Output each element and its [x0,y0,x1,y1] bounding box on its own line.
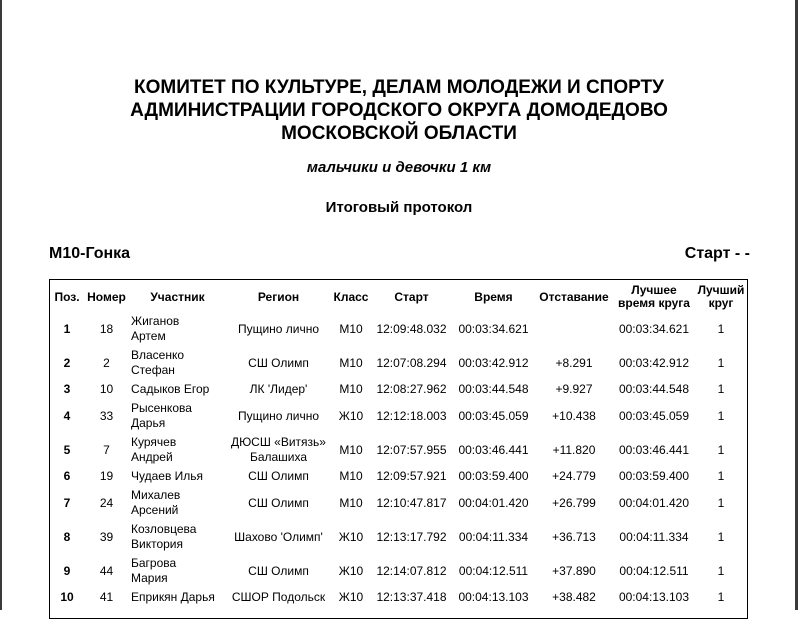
cell-position [50,467,84,486]
cell-best-lap-number-text: 1 [717,529,725,544]
cell-time [452,399,535,433]
cell-start-text: 12:10:47.817 [376,495,447,510]
cell-best-lap-number [695,380,747,399]
cell-best-lap-number-text: 1 [717,442,725,457]
cell-time [452,554,535,588]
cell-start-text: 12:13:37.418 [376,590,447,604]
cell-class-text: М10 [339,442,363,457]
cell-number-text: 18 [99,321,114,336]
cell-start [371,554,452,588]
results-table-frame [49,279,748,619]
cell-start-text: 12:09:48.032 [376,321,447,336]
cell-time-text: 00:03:45.059 [458,408,529,423]
cell-class-text: М10 [339,382,363,396]
cell-best-lap-number [695,346,747,380]
cell-position [50,346,84,380]
cell-best-lap [613,520,695,554]
cell-participant-text: Садыков Егор [131,382,210,396]
cell-class-text: М10 [339,469,363,483]
cell-start [371,588,452,607]
cell-participant [129,380,226,399]
cell-best-lap [613,433,695,467]
cell-region [226,520,331,554]
cell-participant-text: Михалев [131,488,181,502]
cell-best-lap [613,554,695,588]
cell-start [371,467,452,486]
header-best-lap-line-1: Лучшее [631,283,677,297]
cell-best-lap [613,312,695,346]
cell-number [84,588,129,607]
cell-region [226,346,331,380]
cell-time [452,312,535,346]
table-row [50,520,747,554]
cell-position-text: 2 [63,355,71,370]
cell-number-text: 19 [99,469,114,483]
org-title-line-1: КОМИТЕТ ПО КУЛЬТУРЕ, ДЕЛАМ МОЛОДЕЖИ И СПОРТУ [134,77,664,98]
cell-best-lap-number-text: 1 [717,408,725,423]
cell-time [452,486,535,520]
cell-participant [129,399,226,433]
cell-best-lap-text: 00:03:42.912 [618,355,690,370]
cell-position [50,486,84,520]
cell-best-lap-number [695,467,747,486]
cell-class [331,588,371,607]
cell-gap [535,399,613,433]
cell-time-text: 00:03:34.621 [458,321,529,336]
cell-participant-text: Арсений [131,503,179,517]
cell-time-text: 00:03:59.400 [458,469,529,483]
cell-best-lap-number [695,312,747,346]
cell-best-lap-number-text: 1 [717,355,725,370]
cell-start-text: 12:14:07.812 [376,563,447,578]
cell-time-text: 00:04:01.420 [458,495,529,510]
cell-best-lap-text: 00:03:59.400 [618,469,690,483]
cell-best-lap-number-text: 1 [717,382,725,396]
table-row [50,312,747,346]
cell-position [50,399,84,433]
cell-number [84,554,129,588]
cell-best-lap-text: 00:04:12.511 [619,563,689,578]
org-title-line-3: МОСКОВСКОЙ ОБЛАСТИ [281,123,517,144]
cell-time-text: 00:04:11.334 [458,529,529,544]
cell-start [371,433,452,467]
cell-gap [535,380,613,399]
cell-class [331,346,371,380]
cell-class [331,486,371,520]
cell-best-lap-number-text: 1 [717,590,725,604]
cell-gap [535,346,613,380]
header-best-lap-number-line-2: круг [708,296,734,310]
cell-position-text: 10 [60,590,74,604]
cell-number-text: 41 [99,590,114,604]
cell-region [226,486,331,520]
cell-best-lap-text: 00:03:34.621 [618,321,690,336]
cell-class [331,312,371,346]
cell-region-text: Балашиха [249,450,308,464]
cell-start [371,486,452,520]
cell-best-lap [613,399,695,433]
cell-gap [535,312,613,346]
cell-number-text: 10 [99,382,114,396]
table-row [50,433,747,467]
cell-participant-text: Виктория [131,537,184,551]
cell-class-text: Ж10 [338,408,364,423]
cell-region-text: СШ Олимп [248,469,309,483]
cell-time [452,520,535,554]
cell-number-text: 33 [99,408,114,423]
cell-class-text: Ж10 [338,529,364,544]
header-best-lap-line-2: время круга [618,296,690,310]
cell-participant [129,312,226,346]
cell-region-text: Шахово 'Олимп' [234,529,323,544]
cell-participant [129,467,226,486]
cell-best-lap-text: 00:04:13.103 [618,590,690,604]
cell-time-text: 00:04:12.511 [458,563,529,578]
cell-participant [129,346,226,380]
cell-position [50,520,84,554]
cell-start [371,380,452,399]
cell-participant-text: Рысенкова [131,401,192,415]
cell-number [84,433,129,467]
cell-gap-text: +24.779 [552,469,596,483]
event-subtitle: мальчики и девочки 1 км [306,159,492,176]
header-number: Номер [87,289,126,304]
cell-best-lap-number [695,433,747,467]
cell-participant [129,554,226,588]
cell-best-lap-number [695,486,747,520]
cell-class-text: М10 [339,321,363,336]
cell-class-text: Ж10 [338,563,364,578]
cell-participant-text: Багрова [131,556,177,570]
cell-start-text: 12:12:18.003 [376,408,447,423]
cell-position [50,554,84,588]
cell-gap-text: +26.799 [552,495,596,510]
cell-best-lap-text: 00:03:46.441 [618,442,690,457]
cell-start-text: 12:09:57.921 [376,469,447,483]
cell-position-text: 6 [63,469,71,483]
cell-time-text: 00:03:42.912 [458,355,529,370]
cell-position [50,312,84,346]
cell-number-text: 24 [99,495,114,510]
cell-region [226,588,331,607]
table-row [50,486,747,520]
cell-class [331,433,371,467]
cell-best-lap-number [695,554,747,588]
table-row [50,588,747,607]
cell-time-text: 00:03:46.441 [458,442,529,457]
header-time: Время [474,289,513,304]
header-start: Старт [394,289,429,304]
cell-participant-text: Дарья [131,416,166,430]
cell-number-text: 39 [99,529,114,544]
cell-participant-text: Козловцева [131,522,197,536]
cell-start [371,346,452,380]
cell-start [371,399,452,433]
cell-number [84,346,129,380]
cell-participant-text: Мария [131,571,168,585]
cell-number [84,467,129,486]
cell-start-text: 12:07:08.294 [376,355,447,370]
cell-participant [129,588,226,607]
cell-gap-text: +37.890 [552,563,596,578]
cell-region-text: ЛК 'Лидер' [249,382,308,396]
cell-number [84,520,129,554]
cell-best-lap-number-text: 1 [717,321,725,336]
start-info: Старт - - [684,245,750,262]
cell-gap-text: +10.438 [552,408,596,423]
cell-participant-text: Артем [131,329,166,343]
cell-class-text: М10 [339,495,363,510]
results-table [50,282,747,607]
cell-time [452,380,535,399]
cell-best-lap-number-text: 1 [717,469,725,483]
cell-class [331,399,371,433]
cell-start [371,520,452,554]
cell-region [226,399,331,433]
cell-time-text: 00:04:13.103 [458,590,529,604]
cell-best-lap-number-text: 1 [717,495,725,510]
cell-best-lap-text: 00:03:45.059 [618,408,690,423]
cell-time [452,588,535,607]
header-gap: Отставание [539,289,609,304]
cell-position-text: 8 [63,529,71,544]
cell-region-text: СШ Олимп [248,495,309,510]
cell-number [84,312,129,346]
cell-gap-text: +36.713 [552,529,596,544]
cell-gap-text: +8.291 [555,355,593,370]
cell-gap-text: +11.820 [552,442,596,457]
group-name: М10-Гонка [49,245,131,262]
cell-best-lap-text: 00:04:11.334 [619,529,689,544]
cell-region-text: Пущино лично [237,408,320,423]
cell-position-text: 5 [63,442,71,457]
cell-number [84,380,129,399]
cell-class-text: М10 [339,355,363,370]
cell-participant-text: Жиганов [131,314,180,328]
cell-gap [535,433,613,467]
cell-best-lap [613,486,695,520]
cell-start-text: 12:08:27.962 [376,382,447,396]
cell-gap [535,554,613,588]
cell-participant-text: Андрей [131,450,173,464]
cell-region [226,467,331,486]
cell-start-text: 12:07:57.955 [376,442,447,457]
cell-start-text: 12:13:17.792 [376,529,447,544]
cell-start [371,312,452,346]
cell-region-text: Пущино лично [237,321,320,336]
cell-region-text: СШОР Подольск [231,590,326,604]
cell-best-lap [613,346,695,380]
cell-position [50,588,84,607]
cell-best-lap-text: 00:04:01.420 [618,495,690,510]
cell-region [226,380,331,399]
cell-best-lap [613,380,695,399]
cell-position-text: 9 [63,563,71,578]
cell-participant-text: Еприкян Дарья [131,590,215,604]
cell-best-lap-text: 00:03:44.548 [618,382,690,396]
header-best-lap [613,282,695,312]
organization-title [0,76,798,145]
table-row [50,380,747,399]
table-row [50,346,747,380]
cell-position [50,380,84,399]
cell-position-text: 7 [63,495,71,510]
cell-gap [535,486,613,520]
cell-time [452,467,535,486]
cell-best-lap [613,467,695,486]
cell-time [452,433,535,467]
cell-best-lap-number-text: 1 [717,563,725,578]
table-row [50,467,747,486]
cell-number-text: 44 [99,563,114,578]
header-best-lap-number [695,282,747,312]
cell-class [331,380,371,399]
cell-participant [129,486,226,520]
cell-position-text: 3 [63,382,71,396]
cell-number [84,399,129,433]
cell-class [331,554,371,588]
cell-region [226,433,331,467]
cell-number-text: 7 [103,442,110,457]
cell-region [226,554,331,588]
cell-time [452,346,535,380]
cell-region-text: СШ Олимп [248,355,309,370]
cell-region-text: СШ Олимп [248,563,309,578]
cell-class-text: Ж10 [338,590,364,604]
cell-gap-text: +38.482 [552,590,596,604]
cell-participant [129,520,226,554]
cell-best-lap-number [695,520,747,554]
cell-class [331,467,371,486]
cell-number-text: 2 [103,355,110,370]
cell-position-text: 1 [63,321,71,336]
table-row [50,399,747,433]
table-row [50,554,747,588]
table-header-row [50,282,747,312]
header-region: Регион [257,289,300,304]
document-title: Итоговый протокол [325,199,473,216]
cell-number [84,486,129,520]
cell-participant-text: Чудаев Илья [131,469,204,483]
cell-region [226,312,331,346]
cell-participant [129,433,226,467]
cell-participant-text: Стефан [131,363,175,377]
cell-time-text: 00:03:44.548 [458,382,529,396]
cell-participant-text: Курячев [131,435,177,449]
cell-class [331,520,371,554]
cell-position [50,433,84,467]
cell-best-lap-number [695,399,747,433]
cell-best-lap [613,588,695,607]
cell-region-text: ДЮСШ «Витязь» [231,435,326,449]
cell-participant-text: Власенко [131,348,185,362]
cell-best-lap-number [695,588,747,607]
cell-position-text: 4 [63,408,71,423]
header-class: Класс [333,289,369,304]
cell-gap-text: +9.927 [555,382,593,396]
cell-gap [535,588,613,607]
cell-gap [535,467,613,486]
header-pos: Поз. [54,289,80,304]
header-participant: Участник [150,289,205,304]
org-title-line-2: АДМИНИСТРАЦИИ ГОРОДСКОГО ОКРУГА ДОМОДЕДОВО [130,100,668,121]
cell-gap [535,520,613,554]
header-best-lap-number-line-1: Лучший [697,283,745,297]
